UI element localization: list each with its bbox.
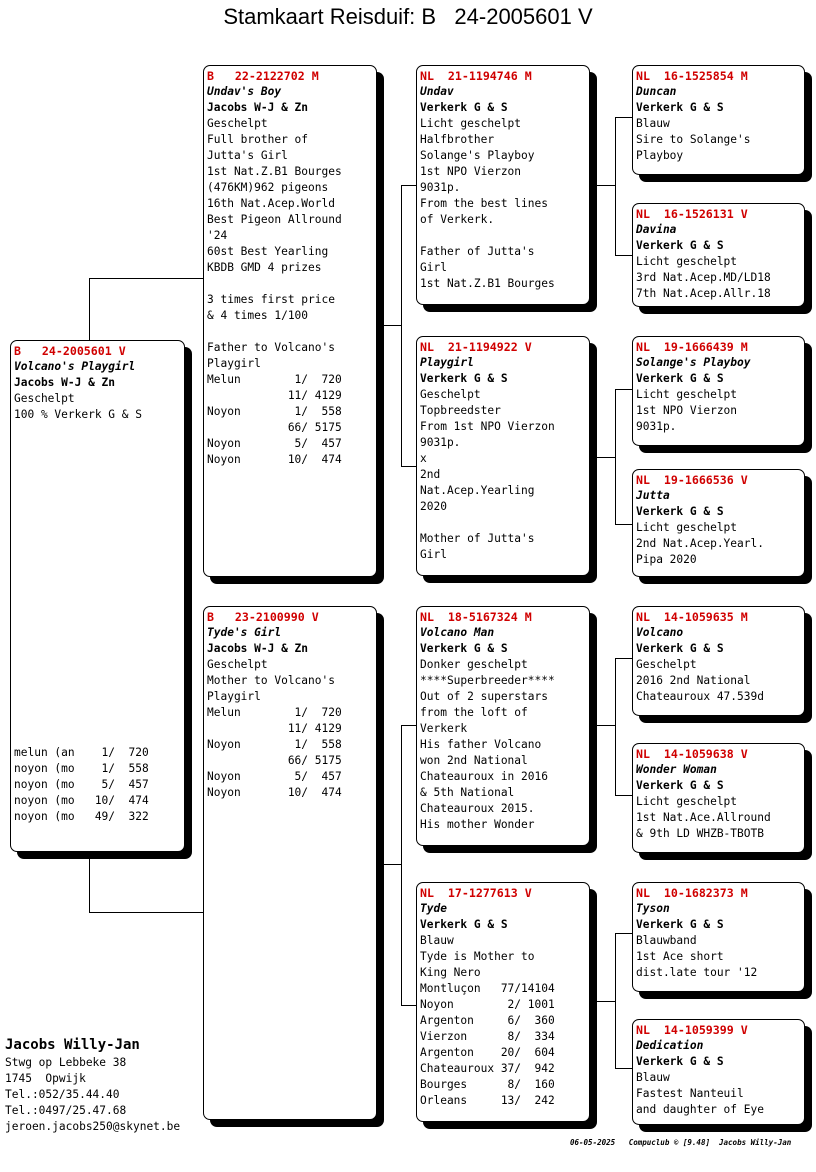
info-line: Blauw: [636, 1071, 670, 1084]
info-line: 1st NPO Vierzon: [420, 165, 522, 178]
owner-email: jeroen.jacobs250@skynet.be: [5, 1120, 181, 1133]
info-line: Bourges 8/ 160: [420, 1078, 555, 1091]
info-line: of Verkerk.: [420, 213, 495, 226]
info-line: Donker geschelpt: [420, 658, 528, 671]
info-line: Chateauroux 47.539d: [636, 690, 764, 703]
connector: [401, 466, 417, 467]
ring-number: NL 17-1277613 V: [420, 886, 532, 900]
info-line: Blauw: [636, 117, 670, 130]
connector: [596, 185, 616, 186]
ring-number: B 22-2122702 M: [207, 69, 319, 83]
info-line: Jutta's Girl: [207, 149, 288, 162]
info-line: 9031p.: [636, 420, 677, 433]
pigeon-name: Duncan: [636, 85, 677, 98]
result-line: melun (an 1/ 720: [14, 746, 149, 759]
info-line: Full brother of: [207, 133, 309, 146]
info-line: Playgirl: [207, 690, 261, 703]
info-line: Licht geschelpt: [636, 255, 738, 268]
breeder: Verkerk G & S: [636, 505, 724, 518]
info-line: 7th Nat.Acep.Allr.18: [636, 287, 771, 300]
info-line: 60st Best Yearling: [207, 245, 329, 258]
connector: [401, 1005, 417, 1006]
info-line: 3 times first price: [207, 293, 335, 306]
info-line: [420, 228, 589, 244]
info-line: Licht geschelpt: [636, 521, 738, 534]
info-line: 100 % Verkerk G & S: [14, 408, 142, 421]
paternal-grandfather-card[interactable]: [416, 65, 590, 305]
owner-address: Stwg op Lebbeke 38: [5, 1056, 127, 1069]
info-line: Geschelpt: [207, 658, 268, 671]
breeder: Verkerk G & S: [636, 372, 724, 385]
subject-card[interactable]: [10, 340, 185, 852]
pigeon-name: Volcano's Playgirl: [14, 360, 136, 373]
connector: [615, 117, 616, 255]
pigeon-name: Tyde's Girl: [207, 626, 282, 639]
info-line: Best Pigeon Allround: [207, 213, 342, 226]
breeder: Verkerk G & S: [420, 372, 508, 385]
info-line: '24: [207, 229, 228, 242]
info-line: KBDB GMD 4 prizes: [207, 261, 322, 274]
info-line: King Nero: [420, 966, 481, 979]
info-line: From the best lines: [420, 197, 548, 210]
info-line: dist.late tour '12: [636, 966, 758, 979]
info-line: Father to Volcano's: [207, 341, 335, 354]
info-line: Tyde is Mother to: [420, 950, 535, 963]
ring-number: NL 19-1666439 M: [636, 340, 748, 354]
breeder: Verkerk G & S: [636, 239, 724, 252]
pigeon-name: Volcano: [636, 626, 684, 639]
info-line: Fastest Nanteuil: [636, 1087, 744, 1100]
breeder: Jacobs W-J & Zn: [207, 101, 309, 114]
pigeon-name: Dedication: [636, 1039, 704, 1052]
breeder: Jacobs W-J & Zn: [14, 376, 116, 389]
pigeon-name: Undav: [420, 85, 454, 98]
connector: [596, 1001, 616, 1002]
ring-number: NL 14-1059635 M: [636, 610, 748, 624]
info-line: 1st NPO Vierzon: [636, 404, 738, 417]
info-line: 66/ 5175: [207, 754, 342, 767]
info-line: (476KM)962 pigeons: [207, 181, 329, 194]
father-card[interactable]: [203, 65, 377, 577]
info-line: Licht geschelpt: [420, 117, 522, 130]
connector: [89, 852, 90, 912]
info-line: 2nd Nat.Acep.Yearl.: [636, 537, 764, 550]
info-line: 1st Nat.Z.B1 Bourges: [207, 165, 342, 178]
breeder: Verkerk G & S: [420, 918, 508, 931]
great-grandparent-card-3[interactable]: [632, 336, 805, 446]
paternal-grandmother-card[interactable]: [416, 336, 590, 576]
connector: [89, 278, 90, 340]
ring-number: NL 21-1194922 V: [420, 340, 532, 354]
owner-info: [5, 1035, 180, 1135]
connector: [401, 725, 417, 726]
owner-city: 1745 Opwijk: [5, 1072, 86, 1085]
info-line: Geschelpt: [14, 392, 75, 405]
mother-card[interactable]: [203, 606, 377, 1120]
pigeon-name: Tyde: [420, 902, 447, 915]
info-line: Chateauroux in 2016: [420, 770, 548, 783]
ring-number: NL 14-1059638 V: [636, 747, 748, 761]
info-line: Argenton 20/ 604: [420, 1046, 555, 1059]
info-line: Geschelpt: [636, 658, 697, 671]
connector: [615, 389, 616, 524]
ring-number: NL 16-1525854 M: [636, 69, 748, 83]
info-line: Mother of Jutta's: [420, 532, 535, 545]
ring-number: NL 14-1059399 V: [636, 1023, 748, 1037]
ring-number: B 24-2005601 V: [14, 344, 126, 358]
ring-number: NL 21-1194746 M: [420, 69, 532, 83]
connector: [596, 725, 616, 726]
owner-mobile: Tel.:0497/25.47.68: [5, 1104, 127, 1117]
result-line: noyon (mo 49/ 322: [14, 810, 149, 823]
info-line: Argenton 6/ 360: [420, 1014, 555, 1027]
connector: [615, 658, 633, 659]
info-line: and daughter of Eye: [636, 1103, 764, 1116]
info-line: ****Superbreeder****: [420, 674, 555, 687]
info-line: Chateauroux 2015.: [420, 802, 535, 815]
info-line: Out of 2 superstars: [420, 690, 548, 703]
maternal-grandfather-card[interactable]: [416, 606, 590, 846]
info-line: 9031p.: [420, 181, 461, 194]
info-line: 11/ 4129: [207, 389, 342, 402]
connector: [401, 185, 402, 466]
info-line: [207, 276, 376, 292]
info-line: Noyon 10/ 474: [207, 453, 342, 466]
breeder: Verkerk G & S: [636, 101, 724, 114]
info-line: His mother Wonder: [420, 818, 535, 831]
info-line: 16th Nat.Acep.World: [207, 197, 335, 210]
info-line: Father of Jutta's: [420, 245, 535, 258]
connector: [401, 185, 417, 186]
info-line: Topbreedster: [420, 404, 501, 417]
result-line: noyon (mo 5/ 457: [14, 778, 149, 791]
connector: [596, 457, 616, 458]
info-line: Solange's Playboy: [420, 149, 535, 162]
great-grandparent-card-8[interactable]: [632, 1019, 805, 1125]
info-line: Licht geschelpt: [636, 388, 738, 401]
breeder: Verkerk G & S: [636, 918, 724, 931]
connector: [615, 933, 633, 934]
ring-number: NL 19-1666536 V: [636, 473, 748, 487]
info-line: Nat.Acep.Yearling: [420, 484, 535, 497]
info-line: & 5th National: [420, 786, 515, 799]
info-line: Orleans 13/ 242: [420, 1094, 555, 1107]
pigeon-name: Tyson: [636, 902, 670, 915]
result-line: noyon (mo 1/ 558: [14, 762, 149, 775]
ring-number: B 23-2100990 V: [207, 610, 319, 624]
breeder: Verkerk G & S: [420, 642, 508, 655]
pigeon-name: Playgirl: [420, 356, 474, 369]
info-line: Blauwband: [636, 934, 697, 947]
great-grandparent-card-6[interactable]: [632, 743, 805, 853]
great-grandparent-card-2[interactable]: [632, 203, 805, 307]
info-line: x: [420, 452, 427, 465]
breeder: Verkerk G & S: [636, 642, 724, 655]
pigeon-name: Undav's Boy: [207, 85, 282, 98]
info-line: His father Volcano: [420, 738, 542, 751]
info-line: & 9th LD WHZB-TBOTB: [636, 827, 764, 840]
info-line: Halfbrother: [420, 133, 495, 146]
info-line: Melun 1/ 720: [207, 373, 342, 386]
info-line: 2020: [420, 500, 447, 513]
info-line: Girl: [420, 261, 447, 274]
connector: [615, 255, 633, 256]
info-line: Noyon 5/ 457: [207, 437, 342, 450]
connector: [615, 933, 616, 1068]
info-line: Montluçon 77/14104: [420, 982, 555, 995]
info-line: 3rd Nat.Acep.MD/LD18: [636, 271, 771, 284]
great-grandparent-card-4[interactable]: [632, 469, 805, 577]
info-line: Noyon 1/ 558: [207, 405, 342, 418]
breeder: Verkerk G & S: [636, 779, 724, 792]
pigeon-name: Solange's Playboy: [636, 356, 751, 369]
info-line: Noyon 5/ 457: [207, 770, 342, 783]
info-line: Geschelpt: [420, 388, 481, 401]
info-line: Playgirl: [207, 357, 261, 370]
connector: [615, 117, 633, 118]
result-line: noyon (mo 10/ 474: [14, 794, 149, 807]
info-line: Sire to Solange's: [636, 133, 751, 146]
connector: [89, 278, 204, 279]
breeder: Verkerk G & S: [636, 1055, 724, 1068]
info-line: [207, 324, 376, 340]
info-line: 11/ 4129: [207, 722, 342, 735]
ring-number: NL 18-5167324 M: [420, 610, 532, 624]
info-line: Blauw: [420, 934, 454, 947]
info-line: & 4 times 1/100: [207, 309, 309, 322]
pigeon-name: Jutta: [636, 489, 670, 502]
info-line: won 2nd National: [420, 754, 528, 767]
info-line: 66/ 5175: [207, 421, 342, 434]
connector: [382, 864, 402, 865]
owner-phone: Tel.:052/35.44.40: [5, 1088, 120, 1101]
connector: [382, 325, 402, 326]
info-line: Melun 1/ 720: [207, 706, 342, 719]
great-grandparent-card-7[interactable]: [632, 882, 805, 992]
info-line: From 1st NPO Vierzon: [420, 420, 555, 433]
pigeon-name: Davina: [636, 223, 677, 236]
owner-name: Jacobs Willy-Jan: [5, 1037, 140, 1053]
info-line: Noyon 2/ 1001: [420, 998, 555, 1011]
info-line: 2016 2nd National: [636, 674, 751, 687]
connector: [615, 658, 616, 795]
connector: [615, 389, 633, 390]
ring-number: NL 10-1682373 M: [636, 886, 748, 900]
info-line: 9031p.: [420, 436, 461, 449]
connector: [615, 1068, 633, 1069]
great-grandparent-card-1[interactable]: [632, 65, 805, 175]
ring-number: NL 16-1526131 V: [636, 207, 748, 221]
connector: [615, 795, 633, 796]
pigeon-name: Volcano Man: [420, 626, 495, 639]
connector: [401, 725, 402, 1005]
info-line: Geschelpt: [207, 117, 268, 130]
page-title: Stamkaart Reisduif: B 24-2005601 V: [223, 4, 593, 29]
info-line: 1st Nat.Ace.Allround: [636, 811, 771, 824]
results-list: [14, 745, 149, 825]
breeder: Verkerk G & S: [420, 101, 508, 114]
connector: [89, 912, 204, 913]
connector: [615, 524, 633, 525]
info-line: Pipa 2020: [636, 553, 697, 566]
info-line: Noyon 1/ 558: [207, 738, 342, 751]
info-line: Playboy: [636, 149, 684, 162]
info-line: Girl: [420, 548, 447, 561]
info-line: from the loft of: [420, 706, 528, 719]
info-line: Noyon 10/ 474: [207, 786, 342, 799]
info-line: 1st Ace short: [636, 950, 724, 963]
maternal-grandmother-card[interactable]: [416, 882, 590, 1122]
footer-credit: 06-05-2025 Compuclub © [9.48] Jacobs Willy-Jan: [570, 1138, 792, 1147]
info-line: [420, 515, 589, 531]
breeder: Jacobs W-J & Zn: [207, 642, 309, 655]
info-line: 2nd: [420, 468, 441, 481]
info-line: Mother to Volcano's: [207, 674, 335, 687]
great-grandparent-card-5[interactable]: [632, 606, 805, 716]
info-line: Chateauroux 37/ 942: [420, 1062, 555, 1075]
info-line: 1st Nat.Z.B1 Bourges: [420, 277, 555, 290]
info-line: Vierzon 8/ 334: [420, 1030, 555, 1043]
info-line: Licht geschelpt: [636, 795, 738, 808]
info-line: Verkerk: [420, 722, 468, 735]
pigeon-name: Wonder Woman: [636, 763, 717, 776]
